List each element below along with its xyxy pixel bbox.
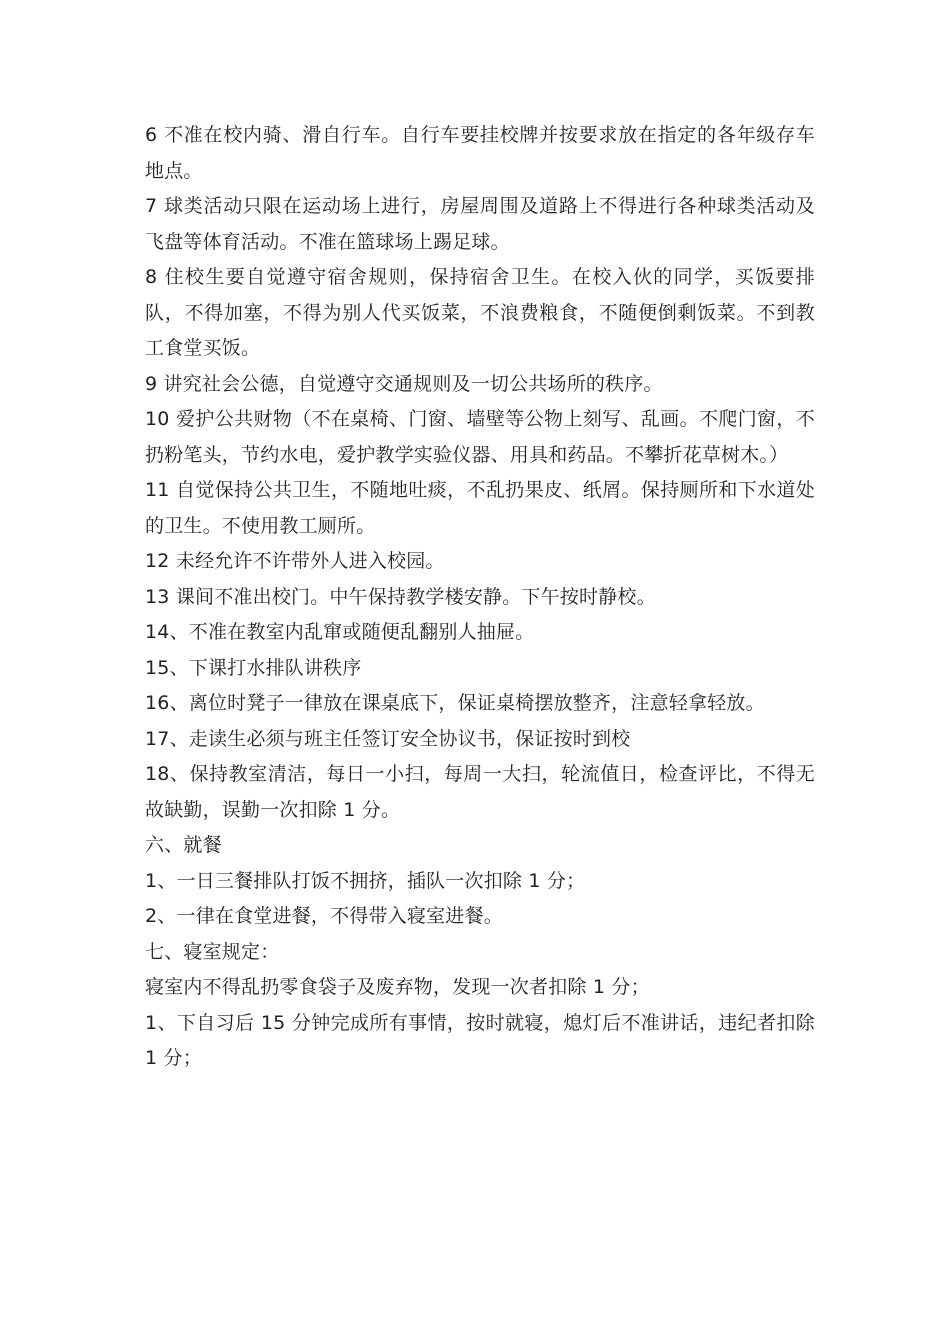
dining-rule-1: 1、一日三餐排队打饭不拥挤，插队一次扣除 1 分； <box>145 869 586 892</box>
section-heading-dormitory: 七、寝室规定： <box>145 940 280 963</box>
rule-item-11: 11 自觉保持公共卫生，不随地吐痰，不乱扔果皮、纸屑。保持厕所和下水道处的卫生。不使用教工厕所。 <box>145 479 815 537</box>
rule-item-8: 8 住校生要自觉遵守宿舍规则，保持宿舍卫生。在校入伙的同学，买饭要排队，不得加塞，不得为别人代买饭菜，不浪费粮食，不随便倒剩饭菜。不到教工食堂买饭。 <box>145 266 815 359</box>
rule-item-10: 10 爱护公共财物（不在桌椅、门窗、墙壁等公物上刻写、乱画。不爬门窗，不扔粉笔头，节约水电，爱护教学实验仪器、用具和药品。不攀折花草树木。） <box>145 408 815 466</box>
section-heading-dining: 六、就餐 <box>145 834 222 856</box>
rule-item-6: 6 不准在校内骑、滑自行车。自行车要挂校牌并按要求放在指定的各年级存车地点。 <box>145 124 815 182</box>
rule-item-12: 12 未经允许不许带外人进入校园。 <box>145 550 445 572</box>
rule-item-13: 13 课间不准出校门。中午保持教学楼安静。下午按时静校。 <box>145 585 656 608</box>
rule-item-18: 18、保持教室清洁，每日一小扫，每周一大扫，轮流值日，检查评比，不得无故缺勤，误勤一次扣除 1 分。 <box>145 763 815 821</box>
rule-item-9: 9 讲究社会公德，自觉遵守交通规则及一切公共场所的秩序。 <box>145 372 663 395</box>
rule-item-7: 7 球类活动只限在运动场上进行，房屋周围及道路上不得进行各种球类活动及飞盘等体育活动。不准在篮球场上踢足球。 <box>145 195 815 253</box>
dining-rule-2: 2、一律在食堂进餐，不得带入寝室进餐。 <box>145 905 503 927</box>
dormitory-rule-intro: 寝室内不得乱扔零食袋子及废弃物，发现一次者扣除 1 分； <box>145 976 650 998</box>
dormitory-rule-1: 1、下自习后 15 分钟完成所有事情，按时就寝，熄灯后不准讲话，违纪者扣除 1 分； <box>145 1011 815 1069</box>
rule-item-14: 14、不准在教室内乱窜或随便乱翻别人抽屉。 <box>145 621 535 643</box>
rule-item-15: 15、下课打水排队讲秩序 <box>145 656 362 679</box>
rule-item-16: 16、离位时凳子一律放在课桌底下，保证桌椅摆放整齐，注意轻拿轻放。 <box>145 692 765 714</box>
document-body <box>145 118 815 1077</box>
rule-item-17: 17、走读生必须与班主任签订安全协议书，保证按时到校 <box>145 727 631 750</box>
